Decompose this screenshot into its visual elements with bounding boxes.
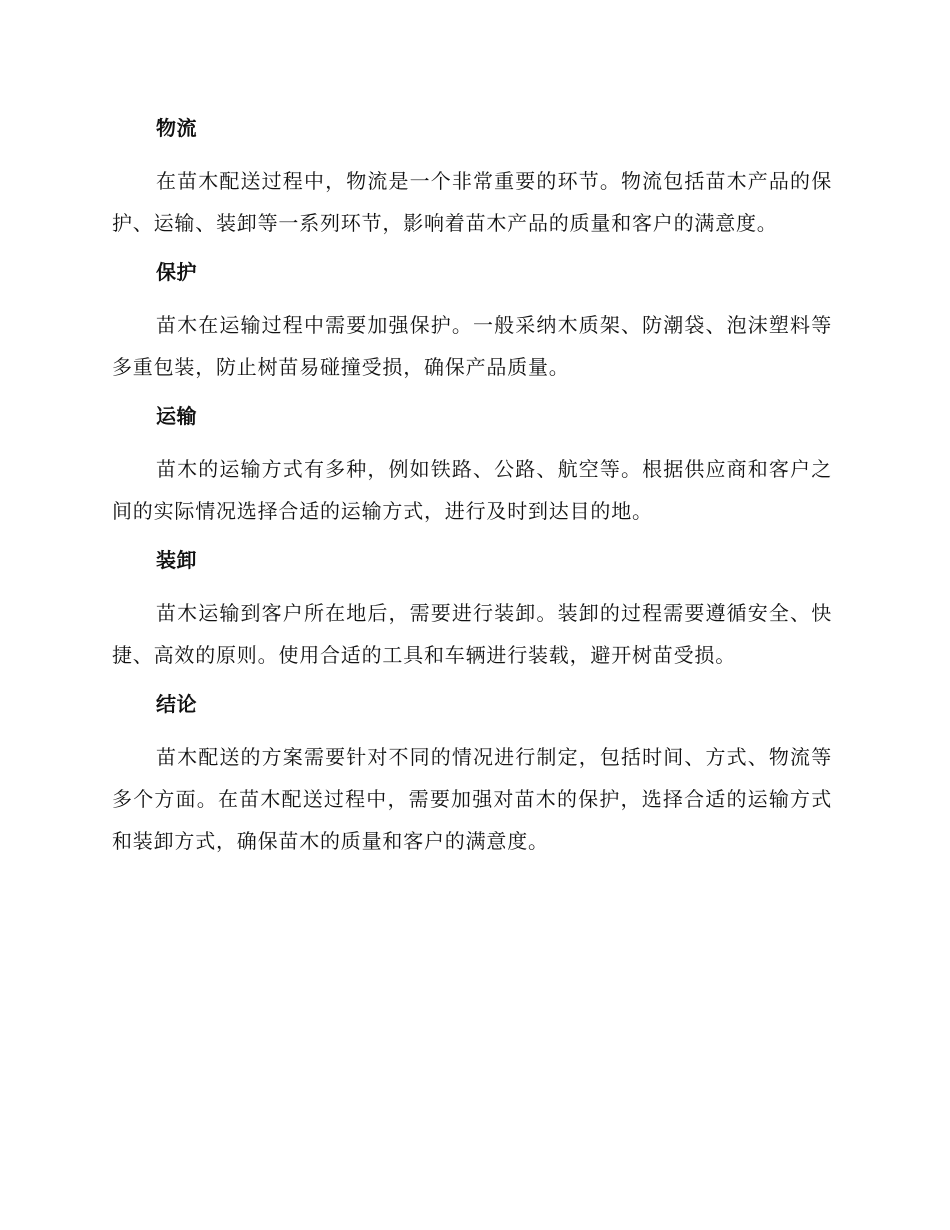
- section-paragraph: 苗木在运输过程中需要加强保护。一般采纳木质架、防潮袋、泡沫塑料等多重包装，防止树苗易碰撞受损，确保产品质量。: [112, 313, 832, 379]
- section-heading: 结论: [156, 692, 197, 716]
- section-protection: [112, 252, 832, 388]
- section-heading: 装卸: [156, 548, 197, 572]
- section-heading: 物流: [156, 116, 197, 140]
- section-transport: [112, 396, 832, 532]
- document-page: [112, 108, 832, 870]
- section-conclusion: [112, 684, 832, 862]
- section-loading: [112, 540, 832, 676]
- section-logistics: [112, 108, 832, 244]
- section-paragraph: 在苗木配送过程中，物流是一个非常重要的环节。物流包括苗木产品的保护、运输、装卸等一系列环节，影响着苗木产品的质量和客户的满意度。: [112, 169, 832, 235]
- section-paragraph: 苗木配送的方案需要针对不同的情况进行制定，包括时间、方式、物流等多个方面。在苗木配送过程中，需要加强对苗木的保护，选择合适的运输方式和装卸方式，确保苗木的质量和客户的满意度。: [112, 745, 832, 853]
- section-paragraph: 苗木的运输方式有多种，例如铁路、公路、航空等。根据供应商和客户之间的实际情况选择合适的运输方式，进行及时到达目的地。: [112, 457, 832, 523]
- section-heading: 运输: [156, 404, 197, 428]
- section-paragraph: 苗木运输到客户所在地后，需要进行装卸。装卸的过程需要遵循安全、快捷、高效的原则。使用合适的工具和车辆进行装载，避开树苗受损。: [112, 601, 832, 667]
- section-heading: 保护: [156, 260, 197, 284]
